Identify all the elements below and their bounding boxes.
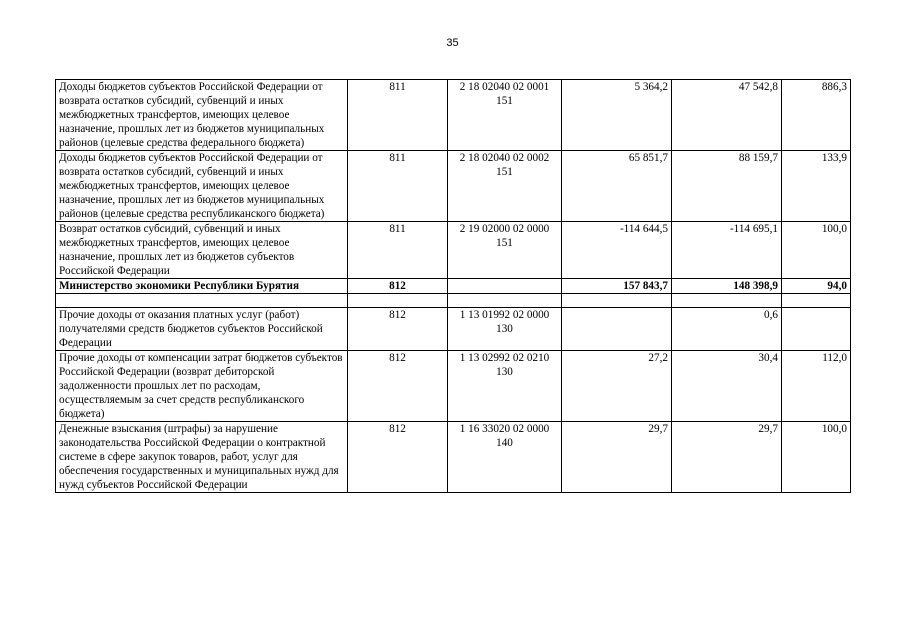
budget-classification-code-cell: 1 13 01992 02 0000 130 bbox=[448, 308, 562, 351]
budget-classification-code-cell: 2 18 02040 02 0001 151 bbox=[448, 80, 562, 151]
table-row bbox=[56, 422, 851, 493]
empty-cell bbox=[448, 294, 562, 308]
page-number: 35 bbox=[446, 37, 459, 49]
empty-cell bbox=[56, 294, 348, 308]
empty-cell bbox=[672, 294, 782, 308]
amount-cell-2: -114 695,1 bbox=[672, 222, 782, 279]
budget-classification-code-cell bbox=[448, 279, 562, 294]
percent-cell: 100,0 bbox=[782, 422, 851, 493]
percent-cell: 112,0 bbox=[782, 351, 851, 422]
admin-code-cell: 812 bbox=[348, 422, 448, 493]
percent-cell bbox=[782, 308, 851, 351]
table-row bbox=[56, 351, 851, 422]
admin-code-cell: 812 bbox=[348, 351, 448, 422]
income-name-cell: Прочие доходы от компенсации затрат бюджетов субъектов Российской Федерации (возврат дебиторской задолженности прошлых лет по расходам, осуществляемым за счет средств республиканского бюджета) bbox=[56, 351, 348, 422]
amount-cell-2: 88 159,7 bbox=[672, 151, 782, 222]
amount-cell-2: 29,7 bbox=[672, 422, 782, 493]
amount-cell-1: 5 364,2 bbox=[562, 80, 672, 151]
amount-cell-2: 0,6 bbox=[672, 308, 782, 351]
budget-classification-code-cell: 1 16 33020 02 0000 140 bbox=[448, 422, 562, 493]
income-name-cell: Возврат остатков субсидий, субвенций и иных межбюджетных трансфертов, имеющих целевое назначение, прошлых лет из бюджетов субъектов Российской Федерации bbox=[56, 222, 348, 279]
income-name-cell: Денежные взыскания (штрафы) за нарушение законодательства Российской Федерации о контрактной системе в сфере закупок товаров, работ, услуг для обеспечения государственных и муниципальных нужд для нужд субъектов Российской Федерации bbox=[56, 422, 348, 493]
amount-cell-2: 148 398,9 bbox=[672, 279, 782, 294]
spacer-row bbox=[56, 294, 851, 308]
amount-cell-2: 30,4 bbox=[672, 351, 782, 422]
amount-cell-1 bbox=[562, 308, 672, 351]
income-name-cell: Прочие доходы от оказания платных услуг (работ) получателями средств бюджетов субъектов Российской Федерации bbox=[56, 308, 348, 351]
percent-cell: 886,3 bbox=[782, 80, 851, 151]
empty-cell bbox=[782, 294, 851, 308]
admin-code-cell: 812 bbox=[348, 308, 448, 351]
percent-cell: 133,9 bbox=[782, 151, 851, 222]
budget-classification-code-cell: 2 18 02040 02 0002 151 bbox=[448, 151, 562, 222]
amount-cell-1: -114 644,5 bbox=[562, 222, 672, 279]
table-row bbox=[56, 308, 851, 351]
table-body bbox=[56, 80, 851, 493]
admin-code-cell: 812 bbox=[348, 279, 448, 294]
table-row bbox=[56, 151, 851, 222]
budget-classification-code-cell: 2 19 02000 02 0000 151 bbox=[448, 222, 562, 279]
admin-code-cell: 811 bbox=[348, 151, 448, 222]
budget-revenue-table bbox=[55, 79, 851, 493]
amount-cell-2: 47 542,8 bbox=[672, 80, 782, 151]
empty-cell bbox=[348, 294, 448, 308]
amount-cell-1: 29,7 bbox=[562, 422, 672, 493]
admin-code-cell: 811 bbox=[348, 222, 448, 279]
income-name-cell: Доходы бюджетов субъектов Российской Федерации от возврата остатков субсидий, субвенций и иных межбюджетных трансфертов, имеющих целевое назначение, прошлых лет из бюджетов муниципальных районов (целевые средства федерального бюджета) bbox=[56, 80, 348, 151]
income-name-cell: Доходы бюджетов субъектов Российской Федерации от возврата остатков субсидий, субвенций и иных межбюджетных трансфертов, имеющих целевое назначение, прошлых лет из бюджетов муниципальных районов (целевые средства республиканского бюджета) bbox=[56, 151, 348, 222]
table-row bbox=[56, 222, 851, 279]
table-row bbox=[56, 80, 851, 151]
amount-cell-1: 65 851,7 bbox=[562, 151, 672, 222]
table-row bbox=[56, 279, 851, 294]
budget-classification-code-cell: 1 13 02992 02 0210 130 bbox=[448, 351, 562, 422]
amount-cell-1: 157 843,7 bbox=[562, 279, 672, 294]
income-name-cell: Министерство экономики Республики Бурятия bbox=[56, 279, 348, 294]
amount-cell-1: 27,2 bbox=[562, 351, 672, 422]
percent-cell: 100,0 bbox=[782, 222, 851, 279]
admin-code-cell: 811 bbox=[348, 80, 448, 151]
percent-cell: 94,0 bbox=[782, 279, 851, 294]
empty-cell bbox=[562, 294, 672, 308]
